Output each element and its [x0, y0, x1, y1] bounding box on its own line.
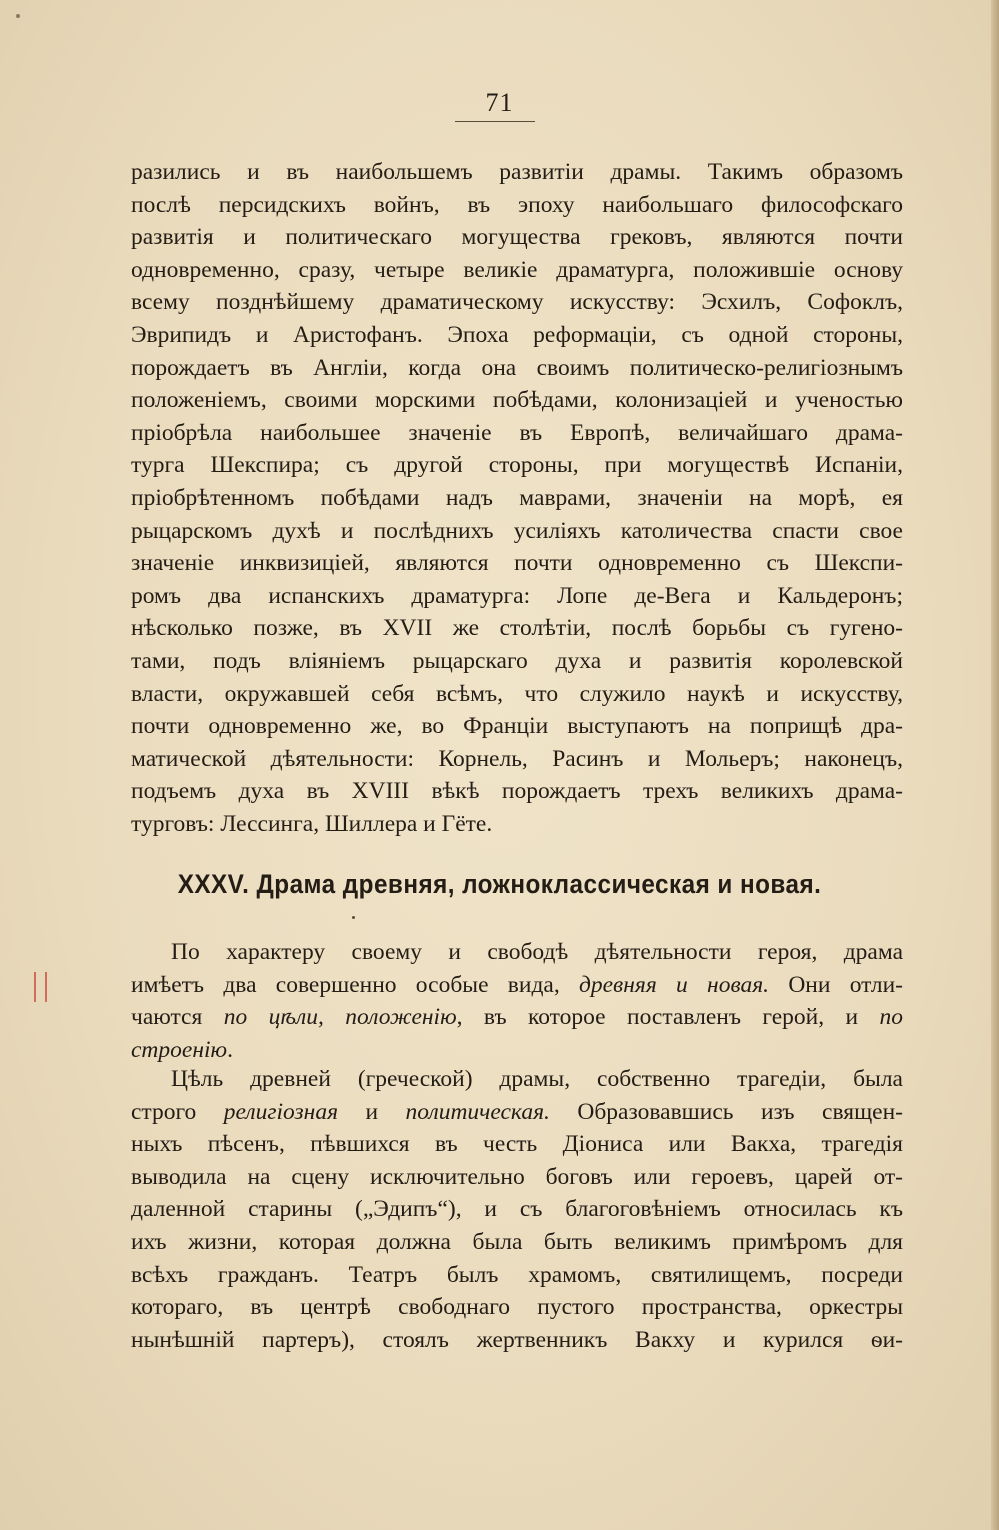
- italic-run: политическая.: [405, 1098, 550, 1125]
- italic-run: по цѣли, положенію: [223, 1004, 457, 1031]
- italic-run: религіозная: [223, 1098, 338, 1125]
- text-line: [131, 1034, 903, 1067]
- text-line: ромъ два испанскихъ драматурга: Лопе де-Вега и Кальдеронъ;: [131, 582, 903, 609]
- text-line: положеніемъ, своими морскими побѣдами, колонизаціей и ученостью: [131, 387, 903, 414]
- text-line: значеніе инквизиціей, являются почти одновременно съ Шекспи-: [131, 550, 903, 577]
- text-line: Эврипидъ и Аристофанъ. Эпоха реформаціи, съ одной стороны,: [131, 321, 903, 348]
- text-line: ныхъ пѣсенъ, пѣвшихся въ честь Діониса или Вакха, трагедія: [131, 1131, 903, 1158]
- text-line: власти, окружавшей себя всѣмъ, что служило наукѣ и искусству,: [131, 680, 903, 707]
- text-run: .: [227, 1036, 233, 1063]
- text-line: пріобрѣтенномъ побѣдами надъ маврами, значеніи на морѣ, ея: [131, 484, 903, 511]
- text-line: развитія и политическаго могущества грековъ, являются почти: [131, 224, 903, 251]
- text-line: порождаетъ въ Англіи, когда она своимъ политическо-религіознымъ: [131, 354, 903, 381]
- text-line: пріобрѣла наибольшее значеніе въ Европѣ, величайшаго драма-: [131, 419, 903, 446]
- text-line: [131, 969, 903, 1002]
- text-line: турговъ: Лессинга, Шиллера и Гёте.: [131, 810, 493, 837]
- text-line: ихъ жизни, которая должна была быть великимъ примѣромъ для: [131, 1228, 903, 1255]
- text-line: даленной старины („Эдипъ“), и съ благоговѣніемъ относилась къ: [131, 1196, 903, 1223]
- text-line: выводила на сцену исключительно боговъ или героевъ, царей от-: [131, 1163, 903, 1190]
- text-line: матической дѣятельности: Корнель, Расинъ и Мольеръ; наконецъ,: [131, 745, 903, 772]
- margin-pencil-mark: [34, 972, 47, 1002]
- text-run: и: [338, 1098, 406, 1125]
- text-run: Они отли-: [769, 971, 903, 998]
- text-line: [131, 1001, 903, 1034]
- italic-run: древняя и новая.: [578, 971, 770, 998]
- text-line: котораго, въ центрѣ свободнаго пустого пространства, оркестры: [131, 1294, 903, 1321]
- italic-run: по: [879, 1004, 903, 1031]
- text-line: турга Шекспира; съ другой стороны, при могуществѣ Испаніи,: [131, 452, 903, 479]
- text-line: Цѣль древней (греческой) драмы, собственно трагедіи, была: [171, 1066, 903, 1092]
- text-line: послѣ персидскихъ войнъ, въ эпоху наибольшаго философскаго: [131, 191, 903, 218]
- page-number-rule: [455, 121, 535, 122]
- text-line: почти одновременно же, во Франціи выступаютъ на поприщѣ дра-: [131, 713, 903, 740]
- text-line: нѣсколько позже, въ XVII же столѣтіи, послѣ борьбы съ гугено-: [131, 615, 903, 642]
- paragraph-2: [131, 936, 903, 1066]
- paper-speck-center: [352, 916, 355, 919]
- page-number: 71: [485, 88, 514, 117]
- text-line: [131, 1096, 903, 1129]
- paragraph-1: [131, 156, 903, 840]
- text-run: строго: [131, 1098, 224, 1125]
- text-line: нынѣшній партеръ), стоялъ жертвенникъ Вакху и курился ѳи-: [131, 1326, 903, 1353]
- text-line: разились и въ наибольшемъ развитіи драмы. Такимъ образомъ: [131, 159, 903, 185]
- text-run: чаются: [131, 1004, 224, 1031]
- text-line: подъемъ духа въ XVIII вѣкѣ порождаетъ трехъ великихъ драма-: [131, 778, 903, 805]
- text-run: имѣетъ два совершенно особые вида,: [131, 971, 579, 998]
- page-edge-shadow: [991, 0, 999, 1530]
- section-heading: XXXV. Драма древняя, ложноклассическая и новая.: [177, 869, 822, 899]
- italic-run: строенію: [131, 1036, 228, 1063]
- paper-speck: [16, 14, 20, 18]
- text-line: рыцарскомъ духѣ и послѣднихъ усиліяхъ католичества спасти свое: [131, 517, 903, 544]
- text-line: По характеру своему и свободѣ дѣятельности героя, драма: [171, 939, 903, 965]
- text-line: одновременно, сразу, четыре великіе драматурга, положившіе основу: [131, 256, 903, 283]
- text-line: всѣхъ гражданъ. Театръ былъ храмомъ, святилищемъ, посреди: [131, 1261, 903, 1288]
- text-line: всему позднѣйшему драматическому искусству: Эсхилъ, Софоклъ,: [131, 289, 903, 316]
- text-run: Образовавшись изъ священ-: [549, 1098, 903, 1125]
- text-line: тами, подъ вліяніемъ рыцарскаго духа и развитія королевской: [131, 647, 903, 674]
- paragraph-3: [131, 1063, 903, 1356]
- text-run: , въ которое поставленъ герой, и: [456, 1004, 880, 1031]
